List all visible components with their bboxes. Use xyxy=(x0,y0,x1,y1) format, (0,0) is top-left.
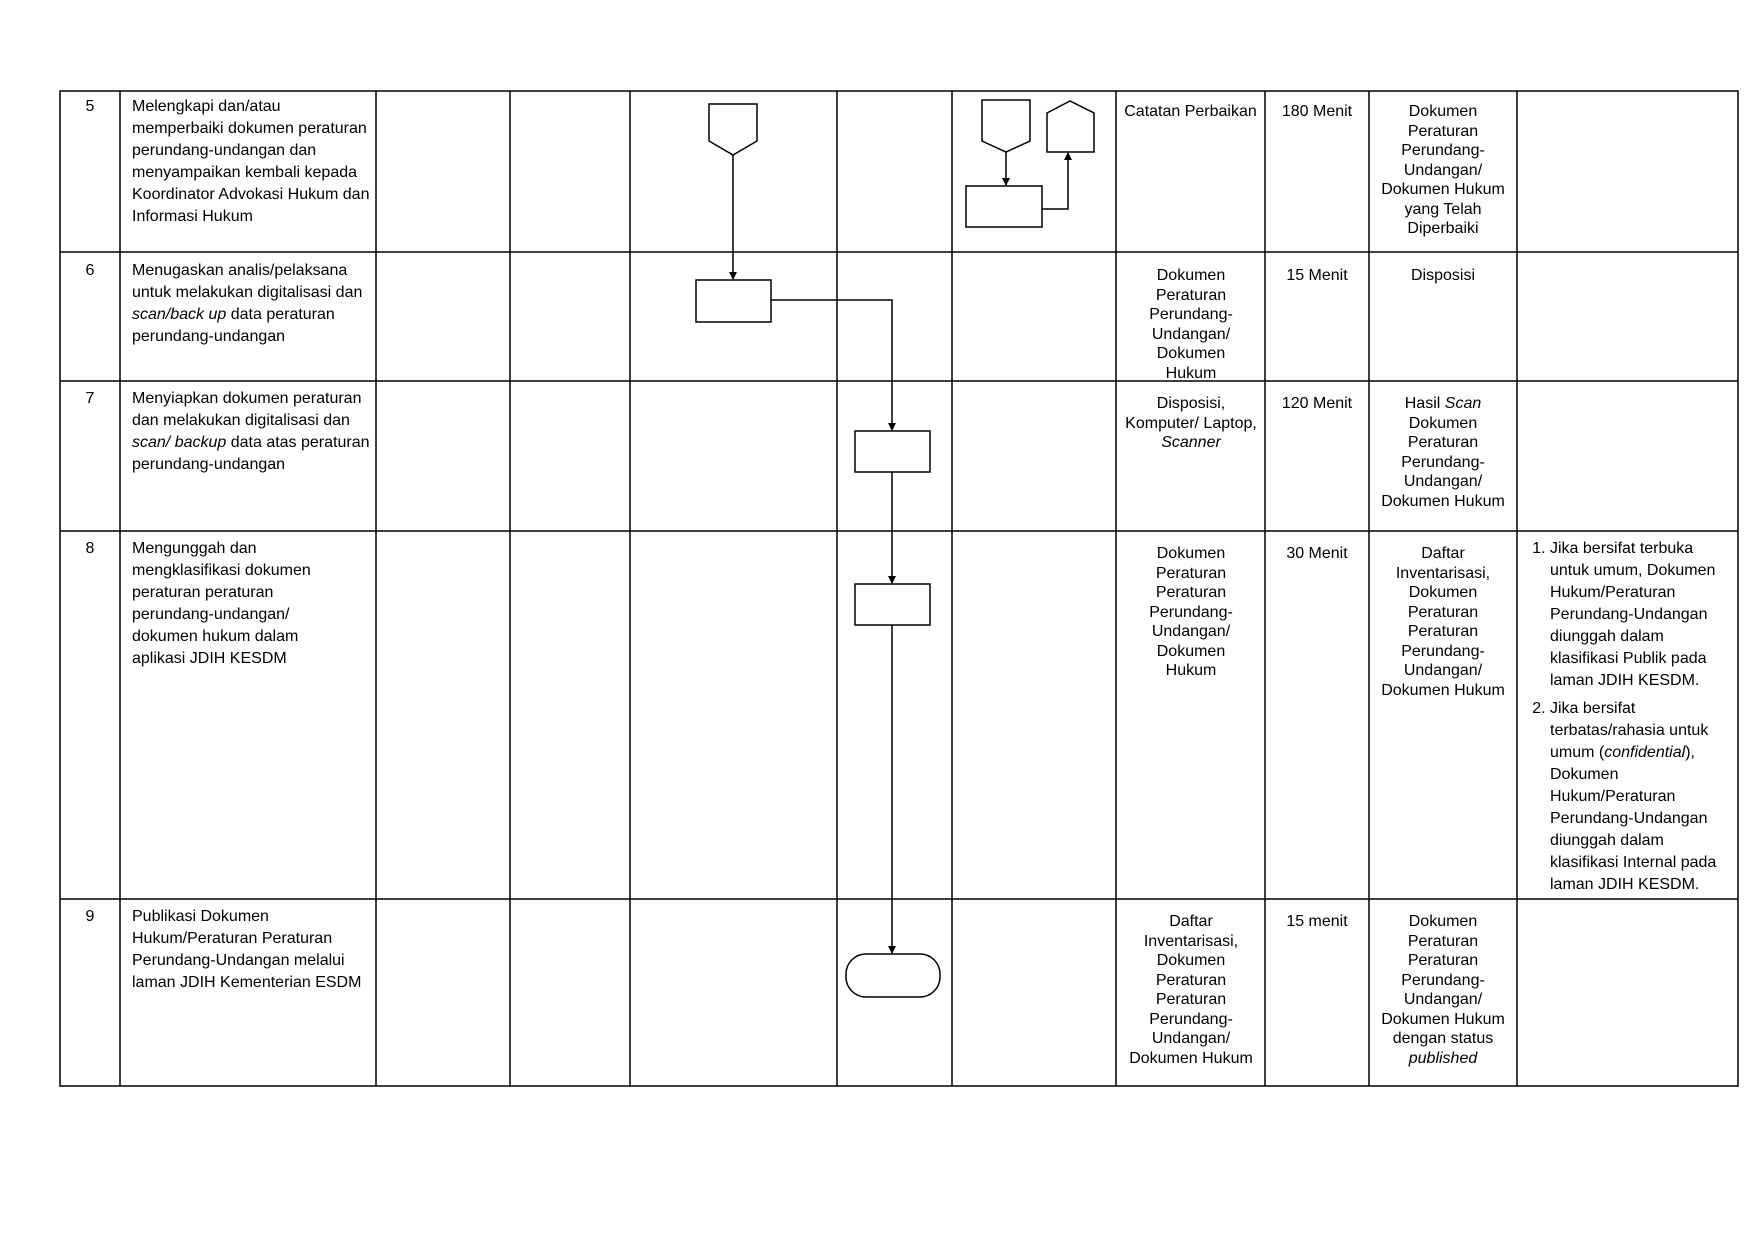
flow-arrow xyxy=(1042,153,1068,209)
row-number: 5 xyxy=(85,98,95,115)
output-text: Dokumen Peraturan Peraturan Perundang-Undangan/ Dokumen Hukum dengan status published xyxy=(1381,913,1505,1067)
notes-list xyxy=(1522,538,1734,896)
input-text: Daftar Inventarisasi, Dokumen Peraturan Peraturan Perundang-Undangan/ Dokumen Hukum xyxy=(1129,913,1253,1067)
activity-text: Menyiapkan dokumen peraturan dan melakukan digitalisasi dan scan/ backup data atas peraturan perundang-undangan xyxy=(132,390,370,473)
terminator-shape xyxy=(846,954,940,997)
row-number: 8 xyxy=(85,540,95,557)
notes-cell xyxy=(1522,538,1734,902)
list-item: 2. Jika bersifat terbatas/rahasia untuk umum (confidential), Dokumen Hukum/Peraturan Perundang-Undangan diunggah dalam klasifikasi Internal pada laman JDIH KESDM. xyxy=(1550,698,1734,896)
row-number: 9 xyxy=(85,908,95,925)
activity-text: Melengkapi dan/atau memperbaiki dokumen peraturan perundang-undangan dan menyampaikan kembali kepada Koordinator Advokasi Hukum dan Informasi Hukum xyxy=(132,98,370,225)
activity-text: Publikasi Dokumen Hukum/Peraturan Peraturan Perundang-Undangan melalui laman JDIH Kementerian ESDM xyxy=(132,908,362,991)
input-text: Dokumen Peraturan Peraturan Perundang-Undangan/ Dokumen Hukum xyxy=(1149,545,1233,679)
output-text: Hasil Scan Dokumen Peraturan Perundang-Undangan/ Dokumen Hukum xyxy=(1381,395,1505,510)
time-text: 120 Menit xyxy=(1281,395,1353,412)
process-box xyxy=(855,431,930,472)
offpage-connector-up-shape xyxy=(1047,101,1094,152)
output-text: Daftar Inventarisasi, Dokumen Peraturan Peraturan Perundang-Undangan/ Dokumen Hukum xyxy=(1381,545,1505,699)
list-item: 1. Jika bersifat terbuka untuk umum, Dokumen Hukum/Peraturan Perundang-Undangan diunggah dalam klasifikasi Publik pada laman JDIH KESDM. xyxy=(1550,538,1734,692)
time-text: 30 Menit xyxy=(1286,545,1348,562)
process-box xyxy=(696,280,771,322)
process-box xyxy=(855,584,930,625)
input-text: Dokumen Peraturan Perundang-Undangan/ Dokumen Hukum xyxy=(1149,267,1233,382)
activity-text: Mengunggah dan mengklasifikasi dokumen peraturan peraturan perundang-undangan/ dokumen hukum dalam aplikasi JDIH KESDM xyxy=(132,540,311,667)
time-text: 180 Menit xyxy=(1281,103,1353,120)
flow-arrow xyxy=(771,300,892,430)
time-text: 15 menit xyxy=(1286,913,1348,930)
time-text: 15 Menit xyxy=(1286,267,1348,284)
row-number: 6 xyxy=(85,262,95,279)
activity-text: Menugaskan analis/pelaksana untuk melakukan digitalisasi dan scan/back up data peraturan perundang-undangan xyxy=(132,262,363,345)
output-text: Disposisi xyxy=(1410,267,1475,284)
output-text: Dokumen Peraturan Perundang-Undangan/ Dokumen Hukum yang Telah Diperbaiki xyxy=(1381,103,1505,237)
input-text: Disposisi, Komputer/ Laptop, Scanner xyxy=(1125,395,1257,451)
row-number: 7 xyxy=(85,390,95,407)
process-box xyxy=(966,186,1042,227)
input-text: Catatan Perbaikan xyxy=(1124,103,1257,120)
offpage-connector-shape xyxy=(982,100,1030,152)
offpage-connector-shape xyxy=(709,104,757,155)
